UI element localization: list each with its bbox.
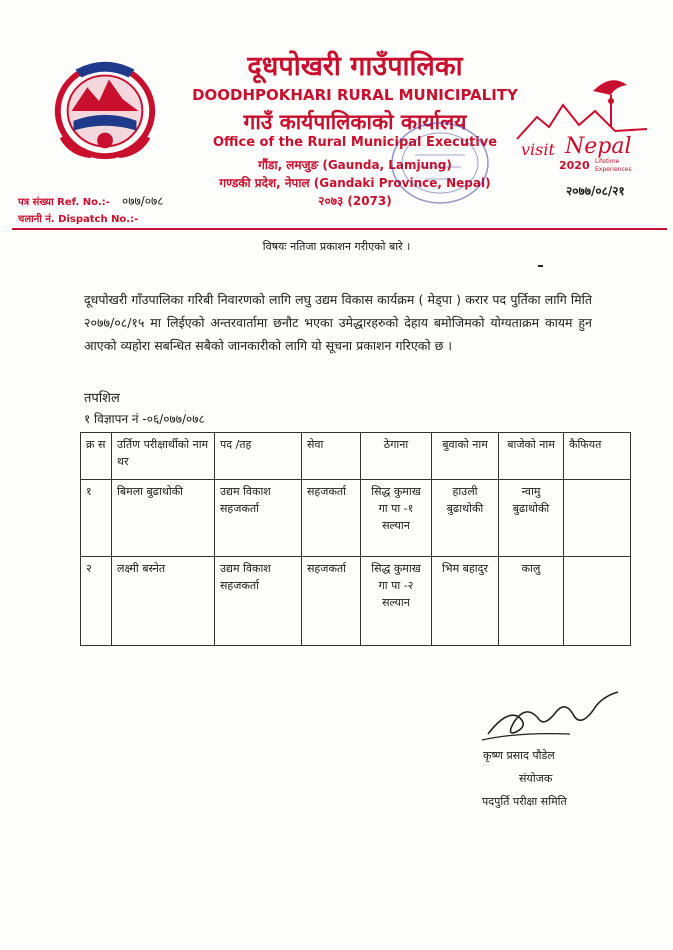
cell-address: सिद्ध कुमाख गा पा -२ सल्यान [361,557,432,646]
municipality-emblem-icon [46,50,164,168]
col-header-father-name: बुवाको नाम [432,433,499,480]
cell-name: लक्ष्मी बस्नेत [112,557,215,646]
col-header-serial: क्र स [81,433,112,480]
results-table [80,432,631,646]
cell-grandfather-name: न्वामु बुढाथोकी [499,480,564,557]
cell-grandfather-name: कालु [499,557,564,646]
signatory-designation: संयोजक [519,772,553,785]
dispatch-number-label: चलानी नं. Dispatch No.:- [18,214,139,225]
details-heading: तपशिल [84,391,120,406]
office-stamp-icon [385,115,495,210]
letter-date: २०७७/०८/२१ [566,184,625,198]
table-row [81,557,631,646]
reference-number-label: पत्र संख्या Ref. No.:- [18,197,110,208]
cell-remarks [564,557,631,646]
cell-address: सिद्ध कुमाख गा पा -१ सल्यान [361,480,432,557]
office-title-np: गाउँ कार्यपालिकाको कार्यालय [243,110,467,134]
establishment-year: २०७३ (2073) [318,194,392,208]
cell-serial: १ [81,480,112,557]
signature-icon [478,688,628,746]
letter-subject: विषयः नतिजा प्रकाशन गरीएको बारे । [262,240,411,253]
cell-name: बिमला बुढाथोकी [112,480,215,557]
letterhead-divider [12,228,667,230]
col-header-service: सेवा [302,433,361,480]
address-line-2: गण्डकी प्रदेश, नेपाल (Gandaki Province, Nepal) [219,176,491,190]
cell-service: सहजकर्ता [302,557,361,646]
municipality-title-en: DOODHPOKHARI RURAL MUNICIPALITY [192,86,518,104]
signatory-name: कृष्ण प्रसाद पौडेल [483,749,555,762]
svg-text:Nepal: Nepal [565,134,632,159]
municipality-title-np: दूधपोखरी गाउँपालिका [247,51,463,82]
table-row [81,480,631,557]
cell-father-name: भिम बहादुर [432,557,499,646]
address-line-1: गौंडा, लमजुङ (Gaunda, Lamjung) [258,158,452,172]
col-header-address: ठेगाना [361,433,432,480]
cell-serial: २ [81,557,112,646]
svg-text:2020: 2020 [559,159,590,172]
col-header-post: पद /तह [215,433,302,480]
table-header-row [81,433,631,480]
svg-text:visit: visit [521,140,555,159]
reference-number-value: ०७७/०७८ [122,194,164,208]
cell-father-name: हाउली बुढाथोकी [432,480,499,557]
cell-post: उद्यम विकाश सहजकर्ता [215,557,302,646]
col-header-remarks: कैफियत [564,433,631,480]
stray-mark [538,265,543,267]
letter-body: दूधपोखरी गाँउपालिका गरिबी निवारणको लागि लघु उद्यम विकास कार्यक्रम ( मेड्पा ) करार पद पुर्तिका लागि मिति २०७७/०८/१५ मा लिईएको अन्तरवार्तामा छनौट भएका उमेद्धारहरुको देहाय बमोजिमको योग्यताक्रम कायम हुन आएको व्यहोरा सबन्धित सबैको जानकारीको लागि यो सूचना प्रकाशन गरिएको छ । [84,292,592,353]
col-header-name: उर्तिण परीक्षार्थीको नाम थर [112,433,215,480]
svg-text:Lifetime: Lifetime [595,158,620,165]
visit-nepal-logo-icon [515,65,650,175]
signatory-committee: पदपुर्ति परीक्षा समिति [482,795,567,808]
cell-service: सहजकर्ता [302,480,361,557]
advertisement-number: १ विज्ञापन नं -०६/०७७/०७८ [84,412,205,426]
cell-remarks [564,480,631,557]
office-title-en: Office of the Rural Municipal Executive [212,135,498,150]
svg-text:Experiences: Experiences [595,166,632,173]
col-header-grandfather-name: बाजेको नाम [499,433,564,480]
cell-post: उद्यम विकाश सहजकर्ता [215,480,302,557]
